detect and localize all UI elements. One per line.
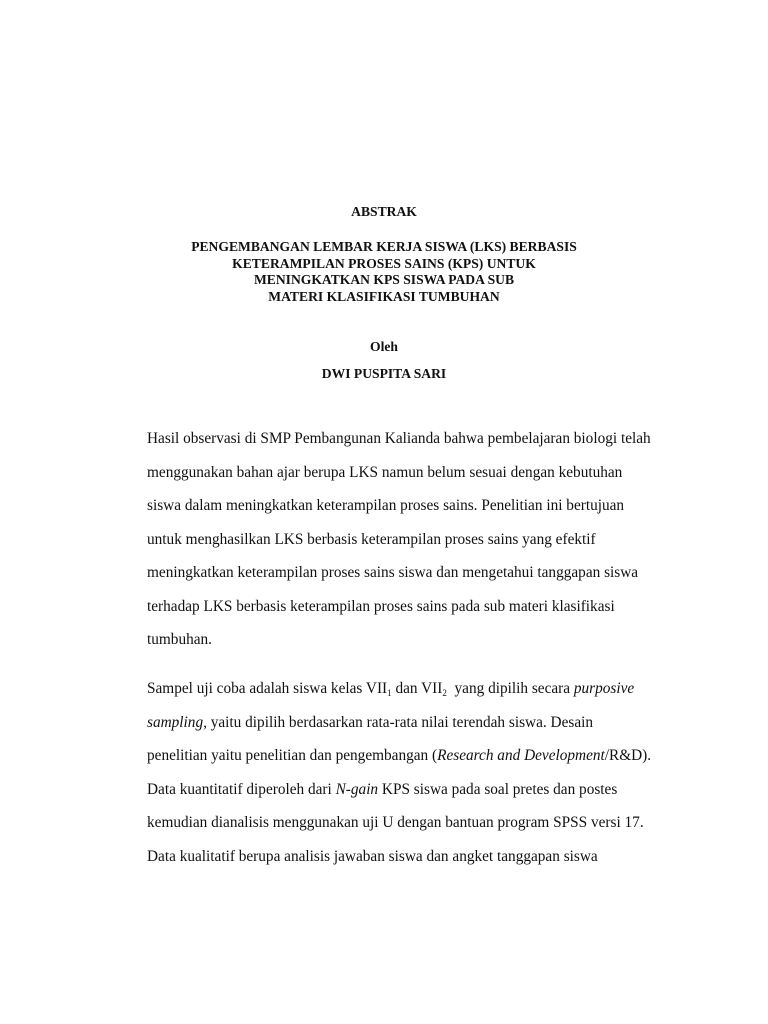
italic-term: N-gain (335, 780, 379, 798)
paragraph-line: untuk menghasilkan LKS berbasis keterampilan proses sains yang efektif (147, 530, 596, 548)
paragraph-line: Data kualitatif berupa analisis jawaban siswa dan angket tanggapan siswa (147, 847, 598, 865)
by-label: Oleh (370, 339, 398, 354)
title-line: KETERAMPILAN PROSES SAINS (KPS) UNTUK (232, 255, 536, 271)
italic-term: Research and Development (437, 747, 605, 764)
author-name: DWI PUSPITA SARI (321, 366, 447, 381)
paragraph-line (147, 781, 617, 799)
text-run: dan VII (391, 680, 443, 697)
italic-term: sampling, (147, 713, 207, 731)
title-line: MENINGKATKAN KPS SISWA PADA SUB (253, 272, 515, 287)
text-run: yang dipilih secara (446, 680, 574, 697)
abstract-heading: ABSTRAK (351, 204, 417, 219)
italic-term: purposive (573, 680, 635, 697)
text-run: Data kuantitatif diperoleh dari (147, 780, 336, 798)
paragraph-line: siswa dalam meningkatkan keterampilan proses sains. Penelitian ini bertujuan (147, 497, 625, 514)
paragraph-line: meningkatkan keterampilan proses sains siswa dan mengetahui tanggapan siswa (147, 564, 639, 581)
text-run: penelitian yaitu penelitian dan pengembangan ( (147, 747, 438, 764)
thesis-title (0, 239, 768, 305)
paragraph-line: menggunakan bahan ajar berupa LKS namun belum sesuai dengan kebutuhan (147, 463, 623, 481)
paragraph-line (147, 680, 634, 702)
paragraph-line: terhadap LKS berbasis keterampilan proses sains pada sub materi klasifikasi (147, 597, 615, 615)
paragraph-line (147, 714, 593, 732)
title-line: MATERI KLASIFIKASI TUMBUHAN (268, 288, 500, 304)
text-run: yaitu dipilih berdasarkan rata-rata nilai terendah siswa. Desain (206, 713, 594, 731)
title-line: PENGEMBANGAN LEMBAR KERJA SISWA (LKS) BERBASIS (191, 239, 577, 254)
paragraph-line: kemudian dianalisis menggunakan uji U dengan bantuan program SPSS versi 17. (147, 814, 644, 831)
text-run: /R&D). (604, 747, 652, 764)
subscript: 2 (442, 688, 447, 698)
paragraph-line (147, 747, 651, 765)
subscript: 1 (387, 688, 392, 698)
paragraph-line: Hasil observasi di SMP Pembangunan Kalianda bahwa pembelajaran biologi telah (147, 430, 651, 447)
text-run: Sampel uji coba adalah siswa kelas VII (147, 680, 388, 697)
paragraph-line: tumbuhan. (147, 631, 213, 648)
text-run: KPS siswa pada soal pretes dan postes (378, 780, 618, 798)
